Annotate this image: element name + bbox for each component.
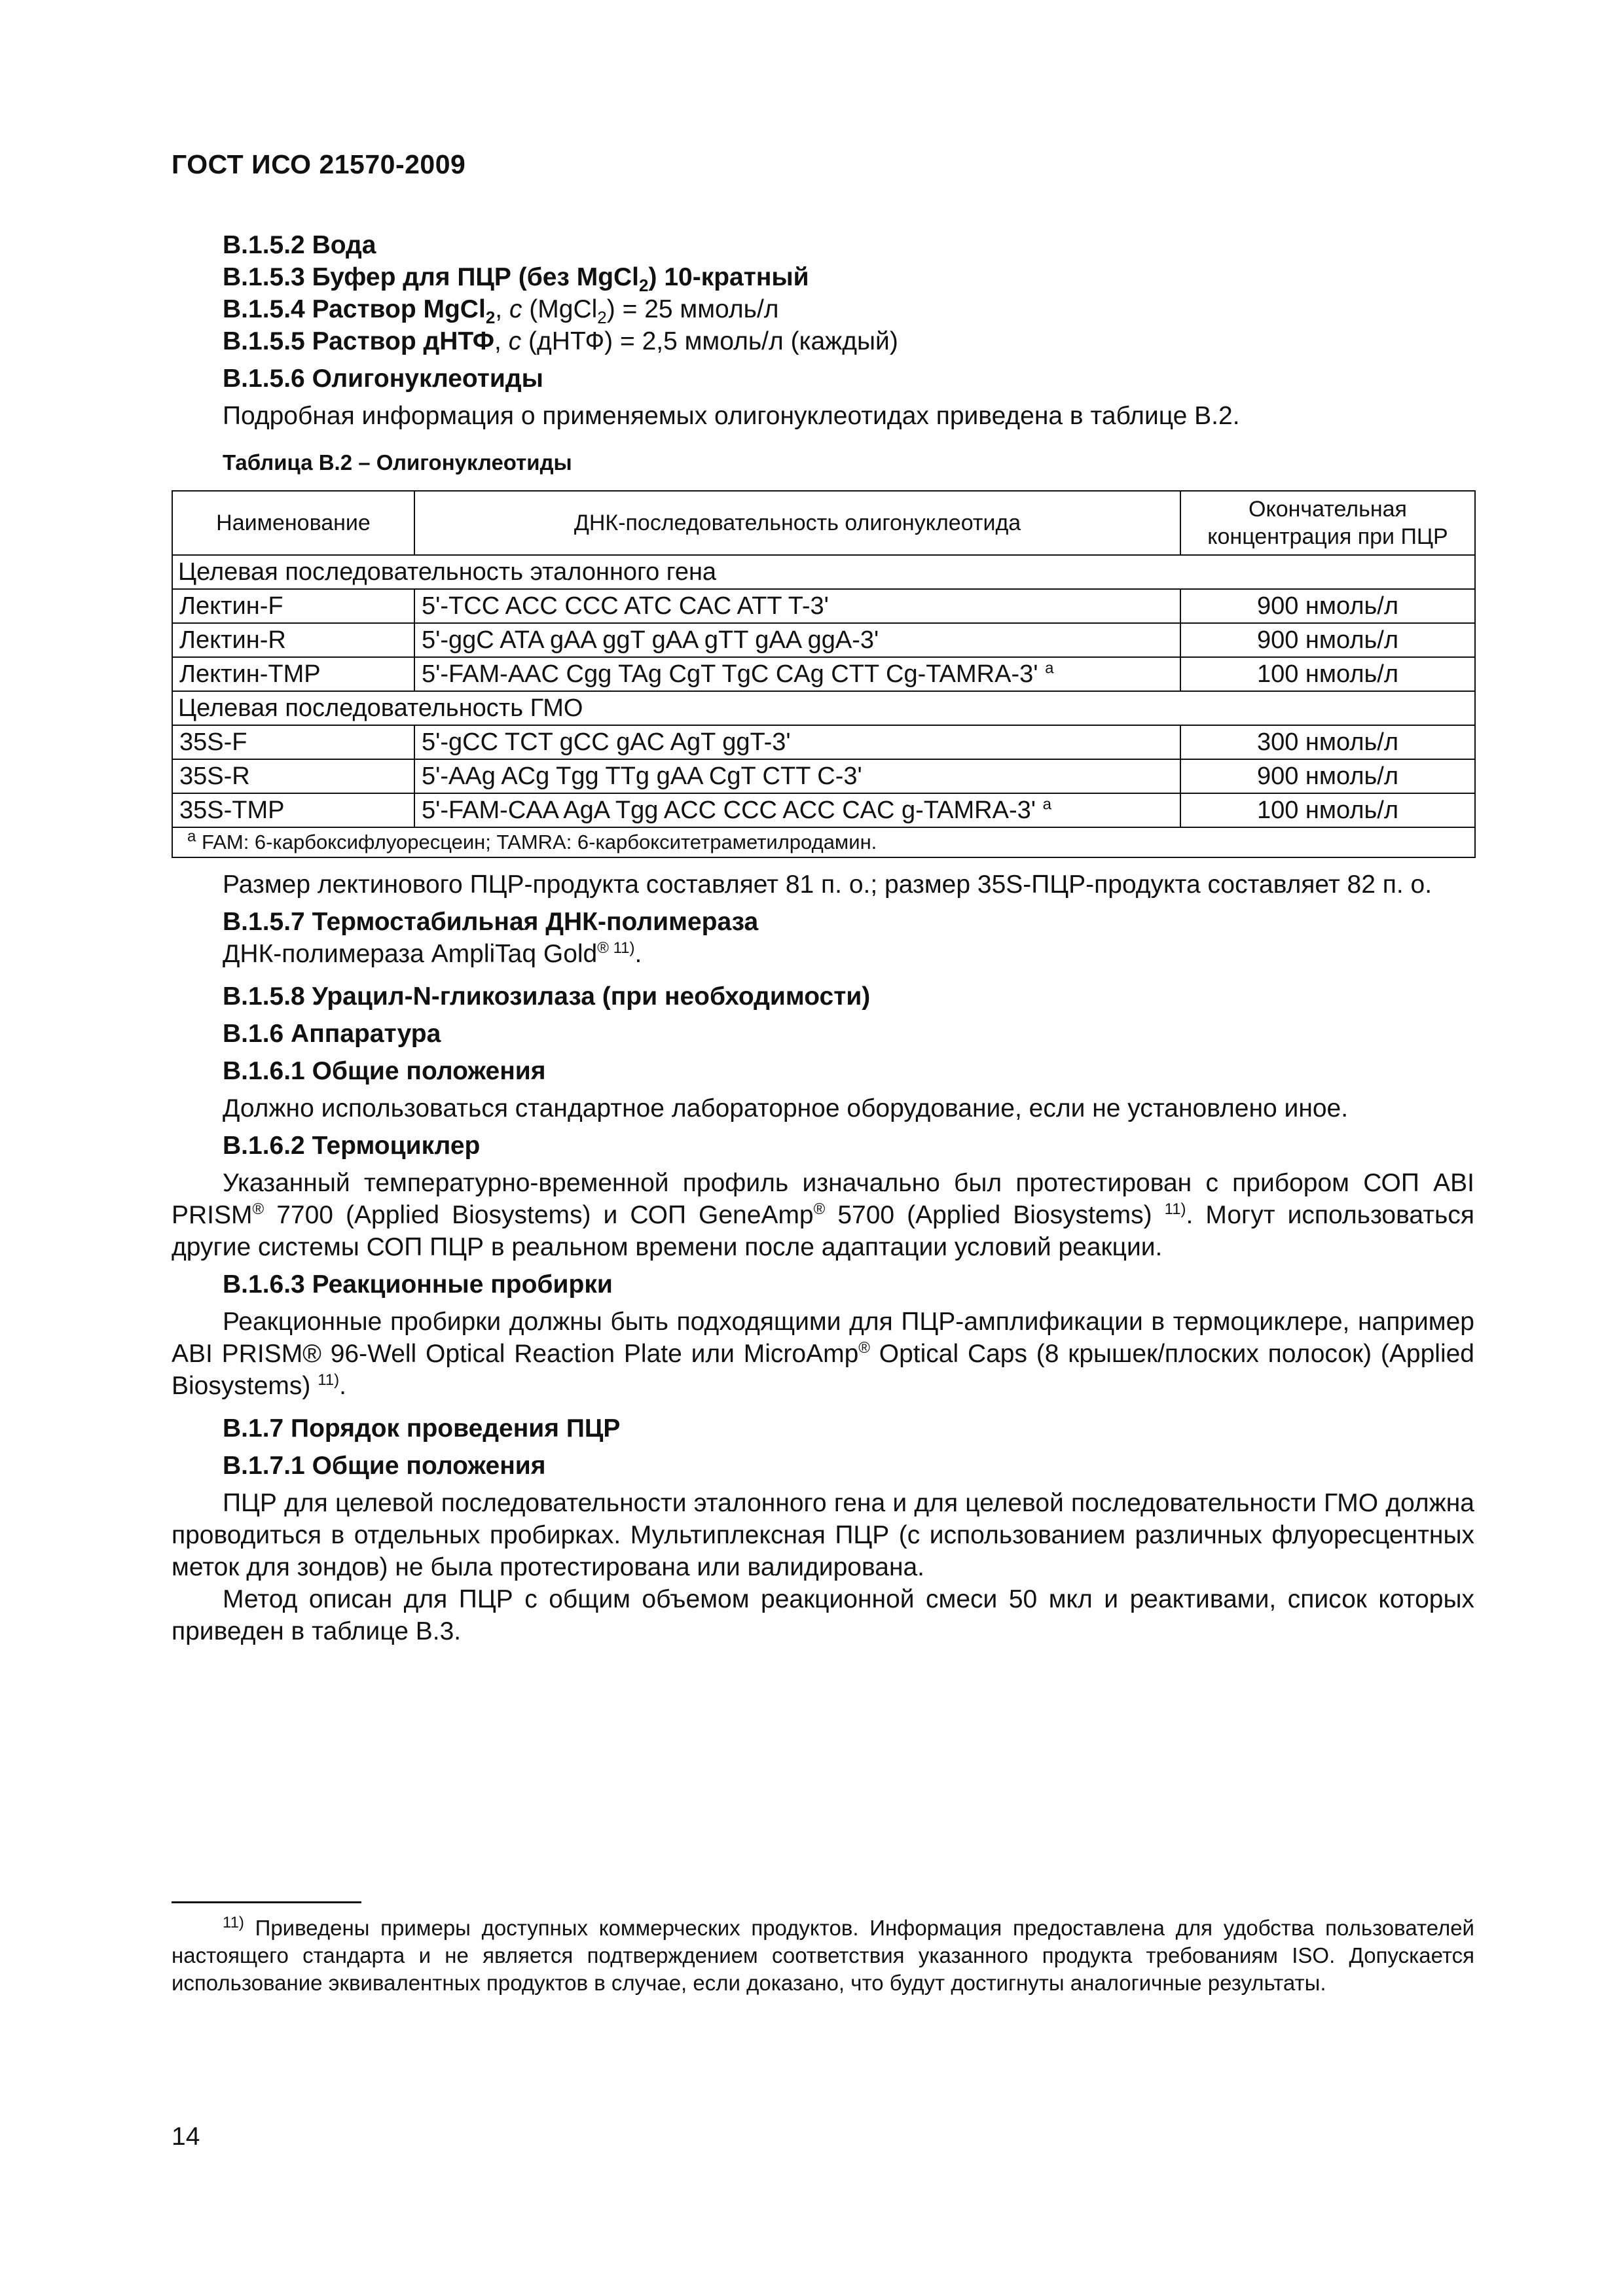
document-title: ГОСТ ИСО 21570-2009 [172,149,466,179]
section-heading-b17: В.1.7 Порядок проведения ПЦР [223,1414,621,1443]
table-footnote-row [172,827,1475,857]
table-row [172,623,1475,657]
cell-sequence: 5'-AAg ACg Tgg TTg gAA CgT CTT C-3' [414,759,1180,793]
cell-concentration: 900 нмоль/л [1180,759,1475,793]
cell-concentration: 900 нмоль/л [1180,623,1475,657]
header-concentration: Окончательная концентрация при ПЦР [1180,491,1475,555]
table-row [172,589,1475,623]
table-row [172,725,1475,759]
cell-sequence: 5'-ggC ATA gAA ggT gAA gTT gAA ggA-3' [414,623,1180,657]
document-body [172,229,1474,1647]
section-heading-b155: В.1.5.5 Раствор дНТФ, c (дНТФ) = 2,5 ммоль/л (каждый) [223,327,898,355]
section-heading-b16: В.1.6 Аппаратура [223,1020,441,1048]
section-heading-b163: В.1.6.3 Реакционные пробирки [223,1270,613,1299]
table-row [172,657,1475,691]
cell-concentration: 300 нмоль/л [1180,725,1475,759]
paragraph-product-size: Размер лектинового ПЦР-продукта составляет 81 п. о.; размер 35S-ПЦР-продукта составляет 82 п. о. [223,870,1432,899]
section-heading-b171: В.1.7.1 Общие положения [223,1452,546,1480]
cell-concentration: 100 нмоль/л [1180,793,1475,827]
cell-sequence: 5'-gCC TCT gCC gAC AgT ggT-3' [414,725,1180,759]
footnote-11: $^{11)}$ Приведены примеры доступных коммерческих продуктов. Информация предоставлена для удобства пользователей настоящего стандарта и не является подтверждением соответствия указанного продукта требованиям ISO. Допускается использование эквивалентных продуктов в случае, если доказано, что будут достигнуты аналогичные результаты. [172,1914,1474,1995]
paragraph-reaction-tubes: Реакционные пробирки должны быть подходящими для ПЦР-амплификации в термоциклере, например ABI PRISM® 96-Well Optical Reaction Plate или MicroAmp® Optical Caps (8 крышек/плоских полосок) (Applied Biosystems) $^{11)}$. [172,1308,1474,1400]
section-heading-b161: В.1.6.1 Общие положения [223,1057,546,1085]
cell-name: 35S-F [172,725,414,759]
section-heading-b157: В.1.5.7 Термостабильная ДНК-полимераза [223,908,759,936]
cell-name: Лектин-TMP [172,657,414,691]
cell-concentration: 900 нмоль/л [1180,589,1475,623]
cell-sequence: 5'-TCC ACC CCC ATC CAC ATT T-3' [414,589,1180,623]
page-number: 14 [172,2123,200,2151]
group-gmo: Целевая последовательность ГМО [172,691,1475,725]
paragraph-thermocycler: Указанный температурно-временной профиль изначально был протестирован с прибором СОП ABI PRISM® 7700 (Applied Biosystems) и СОП GeneAmp® 5700 (Applied Biosystems) $^{11)}$. Могут использоваться другие системы СОП ПЦР в реальном времени после адаптации условий реакции. [172,1169,1474,1261]
paragraph-polymerase: ДНК-полимераза AmpliTaq Gold$^{® 11)}$. [223,939,642,968]
table-footnote: $^a$ FAM: 6-карбоксифлуоресцеин; TAMRA: 6-карбокситетраметилродамин. [172,827,1475,857]
table-header-row [172,491,1475,555]
cell-sequence: 5'-FAM-AAC Cgg TAg CgT TgC CAg CTT Cg-TAMRA-3' $^a$ [414,657,1180,691]
group-reference-gene: Целевая последовательность эталонного гена [172,555,1475,589]
section-heading-b162: В.1.6.2 Термоциклер [223,1132,481,1160]
cell-name: Лектин-R [172,623,414,657]
cell-name: Лектин-F [172,589,414,623]
cell-concentration: 100 нмоль/л [1180,657,1475,691]
header-sequence: ДНК-последовательность олигонуклеотида [414,491,1180,555]
section-heading-b156: В.1.5.6 Олигонуклеотиды [223,365,543,393]
footnote-divider [172,1901,361,1903]
section-heading-b154: В.1.5.4 Раствор MgCl$_2$, c (MgCl$_2$) = 25 ммоль/л [223,295,779,327]
paragraph-pcr-separate: ПЦР для целевой последовательности эталонного гена и для целевой последовательности ГМО должна проводиться в отдельных пробирках. Мультиплексная ПЦР (с использованием различных флуоресцентных меток для зондов) не была протестирована или валидирована. [172,1489,1474,1581]
cell-sequence: 5'-FAM-CAA AgA Tgg ACC CCC ACC CAC g-TAMRA-3' $^a$ [414,793,1180,827]
section-heading-b153: В.1.5.3 Буфер для ПЦР (без MgCl$_2$) 10-кратный [223,263,809,295]
section-heading-b158: В.1.5.8 Урацил-N-гликозилаза (при необходимости) [223,982,871,1011]
header-name: Наименование [172,491,414,555]
paragraph-oligo-info: Подробная информация о применяемых олигонуклеотидах приведена в таблице В.2. [223,402,1240,430]
table-caption: Таблица В.2 – Олигонуклеотиды [223,450,572,475]
oligonucleotide-table [172,490,1476,858]
table-row [172,793,1475,827]
table-group-row [172,691,1475,725]
cell-name: 35S-R [172,759,414,793]
cell-name: 35S-TMP [172,793,414,827]
paragraph-equipment: Должно использоваться стандартное лабораторное оборудование, если не установлено иное. [223,1094,1349,1122]
table-row [172,759,1475,793]
section-heading-b152: В.1.5.2 Вода [223,231,376,259]
table-group-row [172,555,1475,589]
paragraph-pcr-method: Метод описан для ПЦР с общим объемом реакционной смеси 50 мкл и реактивами, список которых приведен в таблице В.3. [172,1585,1474,1645]
